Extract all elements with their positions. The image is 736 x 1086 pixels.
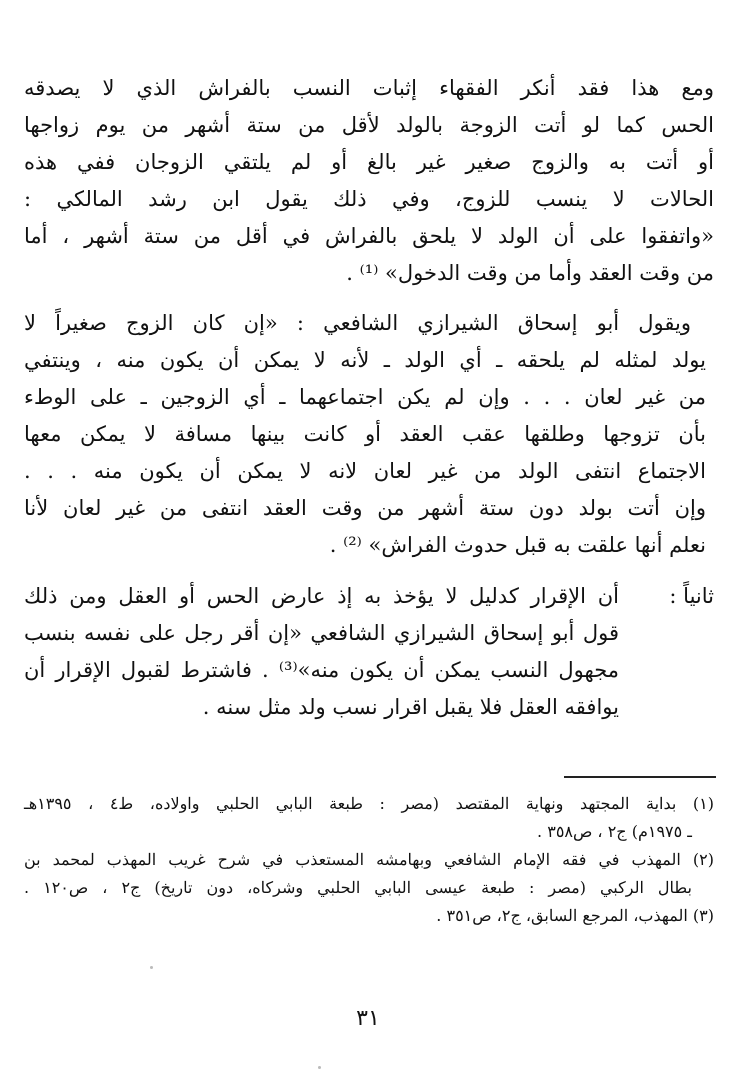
paragraph-3 <box>24 578 714 726</box>
page-number: ٣١ <box>356 1006 380 1031</box>
footnote-line: (١) بداية المجتهد ونهاية المقتصد (مصر : طبعة البابي الحلبي واولاده، ط٤ ، ١٣٩٥هـ <box>24 794 714 813</box>
scan-speck <box>150 966 153 969</box>
paragraph-1 <box>24 70 714 292</box>
text-line: الحس كما لو أتت الزوجة بالولد لأقل من ستة أشهر من يوم زواجها <box>24 113 714 137</box>
footnotes <box>24 790 714 930</box>
text-line: أو أتت به والزوج صغير غير بالغ أو لم يلتقي الزوجان ففي هذه <box>24 150 714 174</box>
text-line: يولد لمثله لم يلحقه ـ أي الولد ـ لأنه لا يمكن أن يكون منه ، وينتفي <box>24 348 706 372</box>
text-line: نعلم أنها علقت به قبل حدوث الفراش» ⁽²⁾ . <box>329 533 706 557</box>
footnote-line: ـ ١٩٧٥م) ج٢ ، ص٣٥٨ . <box>537 822 692 841</box>
text-line: من غير لعان . . . وإن لم يكن اجتماعهما ـ أي الزوجين ـ على الوطء <box>24 385 706 409</box>
footnote-line: (٢) المهذب في فقه الإمام الشافعي وبهامشه المستعذب في شرح غريب المهذب لمحمد بن <box>24 850 714 869</box>
text-line: الحالات لا ينسب للزوج، وفي ذلك يقول ابن رشد المالكي : <box>24 187 714 211</box>
text-line: «واتفقوا على أن الولد لا يلحق بالفراش في أقل من ستة أشهر ، أما <box>24 224 714 248</box>
text-line: ويقول أبو إسحاق الشيرازي الشافعي : «إن كان الزوج صغيراً لا <box>24 311 691 335</box>
paragraph-2 <box>24 305 706 564</box>
text-line: وإن أتت بولد دون ستة أشهر من وقت العقد انتفى من غير لعان لأنا <box>24 496 706 520</box>
section-label: ثانياً : <box>669 584 714 608</box>
footnote-line: (٣) المهذب، المرجع السابق، ج٢، ص٣٥١ . <box>436 906 714 925</box>
footnote-line: بطال الركبي (مصر : طبعة عيسى البابي الحلبي وشركاه، دون تاريخ) ج٢ ، ص١٢٠ . <box>24 878 692 897</box>
text-line: يوافقه العقل فلا يقبل اقرار نسب ولد مثل سنه . <box>202 695 619 719</box>
text-line: من وقت العقد وأما من وقت الدخول» ⁽¹⁾ . <box>346 261 714 285</box>
text-line: أن الإقرار كدليل لا يؤخذ به إذ عارض الحس أو العقل ومن ذلك <box>24 584 619 608</box>
footnote-divider <box>564 776 716 778</box>
text-line: الاجتماع انتفى الولد من غير لعان لانه لا يمكن أن يكون منه . . . <box>24 459 706 483</box>
text-line: مجهول النسب يمكن أن يكون منه»⁽³⁾ . فاشترط لقبول الإقرار أن <box>24 658 619 682</box>
text-line: ومع هذا فقد أنكر الفقهاء إثبات النسب بالفراش الذي لا يصدقه <box>24 76 714 100</box>
text-line: قول أبو إسحاق الشيرازي الشافعي «إن أقر رجل على نفسه بنسب <box>24 621 619 645</box>
text-line: بأن تزوجها وطلقها عقب العقد أو كانت بينها مسافة لا يمكن معها <box>24 422 706 446</box>
scan-speck <box>318 1066 321 1069</box>
